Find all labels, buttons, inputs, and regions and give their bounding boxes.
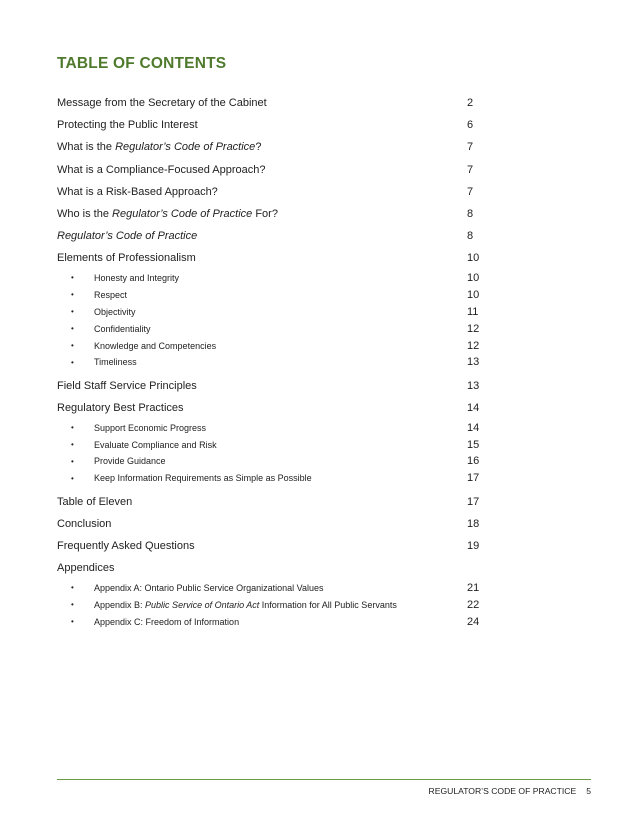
bullet-icon: • (71, 290, 74, 300)
toc-entry-label: Frequently Asked Questions (57, 540, 195, 553)
page-number: 22 (467, 598, 480, 611)
toc-subentry-label: Support Economic Progress (94, 422, 207, 433)
footer-page-number: 5 (586, 786, 591, 796)
bullet-icon: • (71, 600, 74, 610)
toc-subentry[interactable] (57, 337, 489, 354)
bullet-icon: • (71, 423, 74, 433)
footer-document-title: REGULATOR’S CODE OF PRACTICE (428, 786, 577, 796)
toc-subentry-label: Honesty and Integrity (94, 272, 180, 283)
toc-subentry-label: Appendix A: Ontario Public Service Organizational Values (94, 582, 324, 593)
page-number: 12 (467, 322, 480, 335)
toc-entry-label: Elements of Professionalism (57, 252, 196, 265)
page-number: 10 (467, 252, 480, 265)
page-number: 6 (467, 119, 474, 132)
toc-entry-label: What is a Risk-Based Approach? (57, 185, 218, 198)
page-number: 21 (467, 581, 480, 594)
toc-subentry[interactable] (57, 303, 489, 320)
toc-entry[interactable] (57, 114, 489, 136)
toc-subentry-label: Keep Information Requirements as Simple as Possible (94, 473, 312, 484)
toc-entry[interactable] (57, 375, 489, 397)
page-number: 13 (467, 356, 480, 369)
toc-subentry-label: Appendix C: Freedom of Information (94, 616, 240, 627)
toc-subentry[interactable] (57, 286, 489, 303)
page-number: 7 (467, 185, 474, 198)
toc-entry-label: Conclusion (57, 518, 112, 531)
bullet-icon: • (71, 440, 74, 450)
page-number: 14 (467, 421, 480, 434)
toc-subentry[interactable] (57, 354, 489, 371)
bullet-icon: • (71, 307, 74, 317)
italic-title: Regulator’s Code of Practice (57, 230, 198, 243)
page-number: 11 (467, 305, 479, 318)
page-number: 17 (467, 495, 480, 508)
page-number: 24 (467, 615, 480, 628)
toc-subentry-label: Objectivity (94, 306, 136, 317)
bullet-icon: • (71, 341, 74, 350)
italic-title: Regulator’s Code of Practice (115, 141, 256, 154)
bullet-icon: • (71, 583, 74, 593)
toc-entry[interactable] (57, 513, 489, 535)
page-number: 10 (467, 271, 480, 284)
bullet-icon: • (71, 473, 74, 483)
page-number: 7 (467, 141, 474, 154)
page-number: 16 (467, 455, 480, 468)
toc-entry-label: What is a Compliance-Focused Approach? (57, 163, 266, 176)
toc-entry-label: Appendices (57, 562, 115, 575)
toc-subentry-label: Knowledge and Competencies (94, 340, 217, 351)
toc-entry[interactable] (57, 181, 489, 203)
toc-entry[interactable] (57, 557, 489, 579)
toc-entry-label: Field Staff Service Principles (57, 379, 197, 392)
toc-entry[interactable] (57, 136, 489, 158)
toc-subentry[interactable] (57, 320, 489, 337)
italic-title: Public Service of Ontario Act (145, 599, 260, 610)
page-number: 8 (467, 230, 474, 243)
toc-subentry[interactable] (57, 270, 489, 287)
toc-subentry[interactable] (57, 419, 489, 436)
toc-entry-label: Table of Eleven (57, 495, 133, 508)
bullet-icon: • (71, 617, 74, 627)
page-number: 17 (467, 472, 480, 485)
page-number: 10 (467, 288, 480, 301)
toc-subentry[interactable] (57, 453, 489, 470)
bullet-icon: • (71, 456, 74, 466)
page-number: 13 (467, 379, 480, 392)
bullet-icon: • (71, 357, 74, 367)
page-number: 2 (467, 97, 474, 110)
toc-entry[interactable] (57, 247, 489, 269)
toc-entry-label: Regulatory Best Practices (57, 402, 184, 415)
table-of-contents (57, 92, 489, 630)
toc-entry[interactable] (57, 159, 489, 181)
toc-entry-label: What is the Regulator’s Code of Practice? (57, 141, 262, 154)
toc-subentry-label: Evaluate Compliance and Risk (94, 439, 217, 450)
toc-entry[interactable] (57, 225, 489, 247)
toc-subentry[interactable] (57, 596, 489, 613)
toc-entry[interactable] (57, 397, 489, 419)
toc-subentry[interactable] (57, 580, 489, 597)
italic-title: Regulator’s Code of Practice (112, 208, 253, 221)
page-number: 18 (467, 518, 480, 531)
toc-subentry[interactable] (57, 613, 489, 630)
page-number: 19 (467, 540, 480, 553)
page-number: 8 (467, 208, 474, 221)
toc-subentry[interactable] (57, 470, 489, 487)
bullet-icon: • (71, 273, 74, 283)
toc-entry-label (57, 230, 197, 242)
toc-entry[interactable] (57, 535, 489, 557)
toc-subentry-label: Respect (94, 289, 128, 300)
page-title: TABLE OF CONTENTS (57, 55, 227, 72)
toc-entry-label: Protecting the Public Interest (57, 119, 198, 132)
page-number: 12 (467, 339, 480, 352)
toc-subentry-label: Confidentiality (94, 323, 151, 334)
toc-subentry-label: Provide Guidance (94, 456, 166, 467)
page-number: 7 (467, 163, 474, 176)
bullet-icon: • (71, 324, 74, 334)
page-footer (429, 786, 592, 796)
toc-entry[interactable] (57, 203, 489, 225)
toc-subentry[interactable] (57, 436, 489, 453)
toc-subentry-label: Appendix B: Public Service of Ontario Act Information for All Public Servants (94, 599, 397, 610)
page-number: 14 (467, 402, 480, 415)
toc-entry[interactable] (57, 491, 489, 513)
toc-subentry-label: Timeliness (94, 357, 137, 368)
toc-entry-label: Message from the Secretary of the Cabinet (57, 97, 267, 110)
footer-divider (57, 779, 591, 780)
page-number: 15 (467, 438, 480, 451)
toc-entry[interactable] (57, 92, 489, 114)
toc-entry-label: Who is the Regulator’s Code of Practice For? (57, 208, 278, 221)
